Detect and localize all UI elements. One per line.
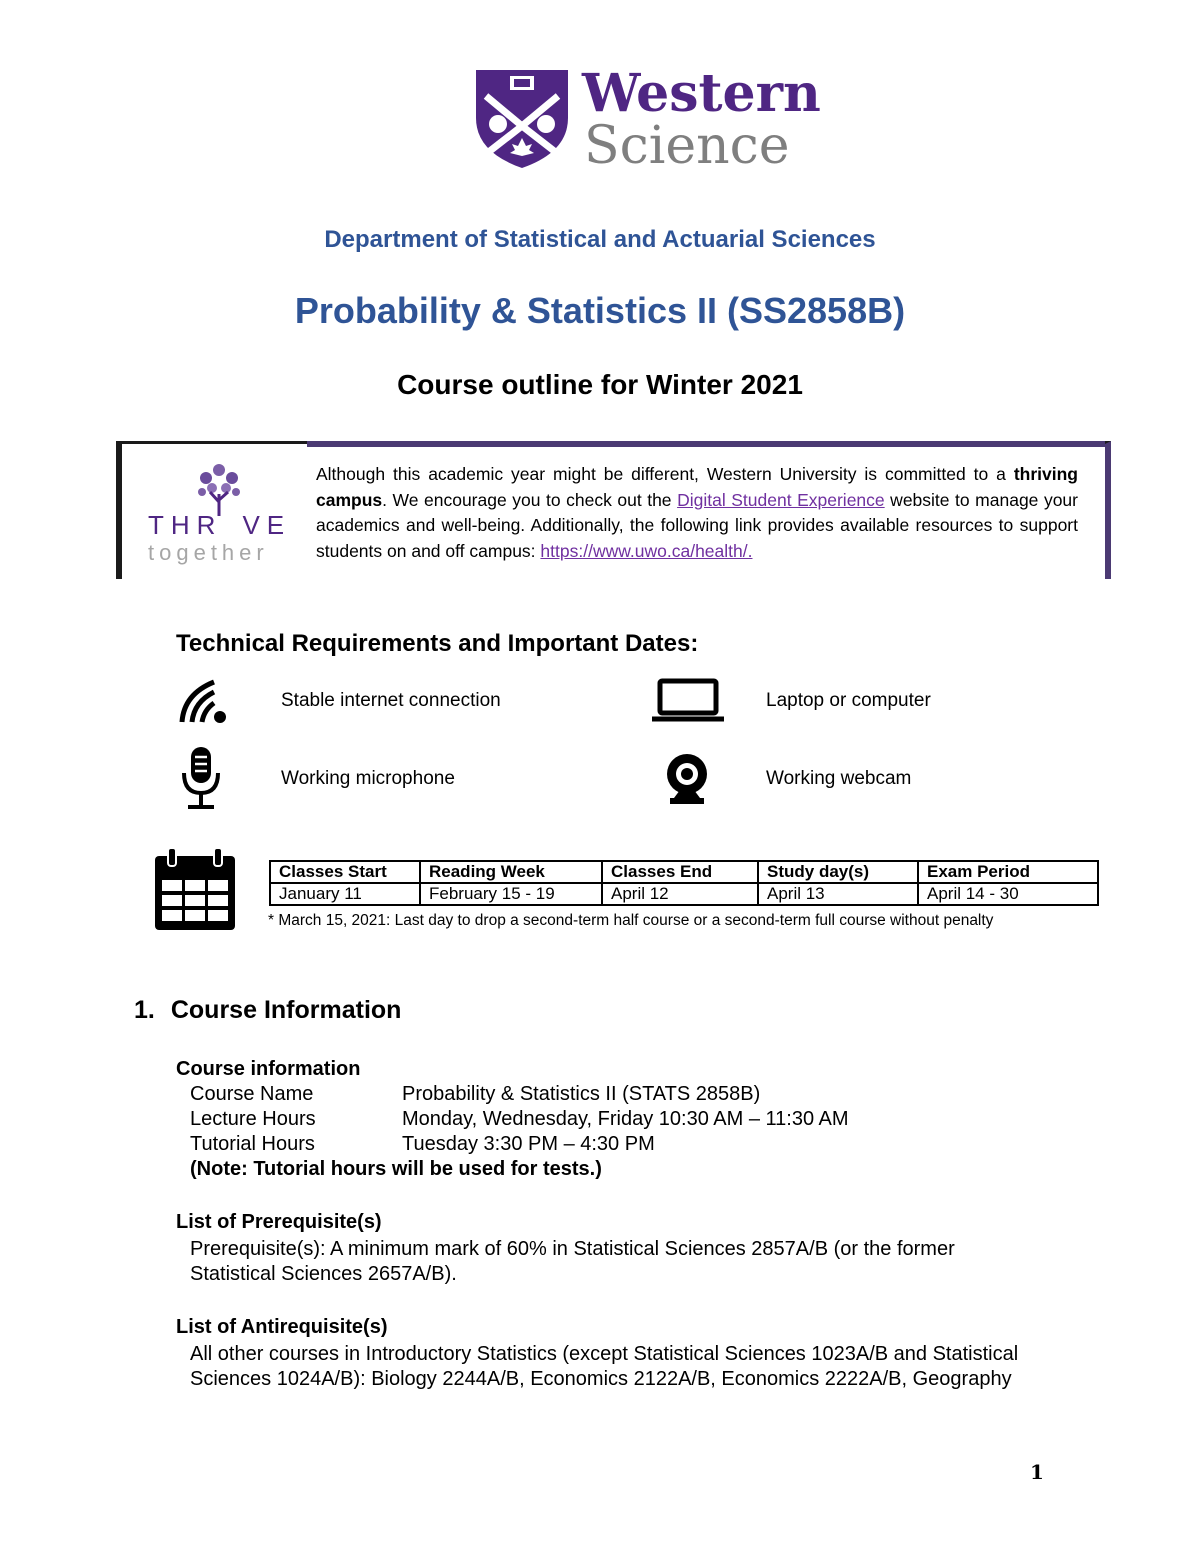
tutorial-hours-value: Tuesday 3:30 PM – 4:30 PM <box>402 1133 655 1155</box>
western-crest-icon <box>472 66 572 170</box>
requirement-label-webcam: Working webcam <box>766 768 912 789</box>
antirequisites-text: All other courses in Introductory Statistics (except Statistical Sciences 1023A/B and Statistical Sciences 1024A/B): Biology 2244A/B, Economics 2122A/B, Economics 2222A/B, Geography <box>190 1343 1019 1390</box>
header-exam-period: Exam Period <box>918 861 1098 883</box>
wifi-icon <box>178 676 230 726</box>
page-title: Probability & Statistics II (SS2858B) <box>294 290 906 331</box>
section-1-heading <box>134 996 401 1025</box>
course-name-value: Probability & Statistics II (STATS 2858B) <box>402 1083 761 1105</box>
value-classes-end: April 12 <box>602 883 758 905</box>
thrive-logo <box>146 462 292 565</box>
tech-requirements-heading: Technical Requirements and Important Dates: <box>176 630 699 657</box>
laptop-icon <box>650 678 726 724</box>
logo-word-western: Western <box>582 63 821 124</box>
value-reading-week: February 15 - 19 <box>420 883 602 905</box>
health-resources-link[interactable]: https://www.uwo.ca/health/. <box>540 540 753 561</box>
logo-word-science: Science <box>584 116 790 176</box>
tree-icon <box>194 462 244 516</box>
header-classes-start: Classes Start <box>270 861 420 883</box>
header-classes-end: Classes End <box>602 861 758 883</box>
section-number: 1. <box>134 996 155 1024</box>
department-name: Department of Statistical and Actuarial Sciences <box>324 226 876 253</box>
prerequisites-heading: List of Prerequisite(s) <box>176 1211 382 1233</box>
drop-deadline-note: * March 15, 2021: Last day to drop a second-term half course or a second-term full course without penalty <box>268 912 994 929</box>
header-study-days: Study day(s) <box>758 861 918 883</box>
value-study-days: April 13 <box>758 883 918 905</box>
prerequisites-text: Prerequisite(s): A minimum mark of 60% in Statistical Sciences 2857A/B (or the former Statistical Sciences 2657A/B). <box>190 1238 955 1285</box>
calendar-icon <box>152 846 238 932</box>
header-reading-week: Reading Week <box>420 861 602 883</box>
tutorial-hours-label: Tutorial Hours <box>190 1133 315 1155</box>
antirequisites-heading: List of Antirequisite(s) <box>176 1316 388 1338</box>
thrive-word-part2: VE <box>242 510 292 540</box>
important-dates-table <box>269 860 1099 906</box>
course-name-label: Course Name <box>190 1083 314 1105</box>
microphone-icon <box>180 745 222 811</box>
page-subtitle: Course outline for Winter 2021 <box>397 369 803 400</box>
together-word: together <box>148 540 269 565</box>
requirement-label-laptop: Laptop or computer <box>766 690 931 711</box>
tutorial-note: (Note: Tutorial hours will be used for tests.) <box>190 1158 602 1180</box>
dates-value-row <box>270 883 1098 905</box>
requirement-label-internet: Stable internet connection <box>281 690 501 711</box>
thrive-word-part1: THR <box>148 510 223 540</box>
thrive-message: Although this academic year might be different, Western University is committed to a thriving campus. We encourage you to check out the Digital Student Experience website to manage your academics and well-being. Additionally, the following link provides available resources to support students on and off campus: https://www.uwo.ca/health/. <box>316 464 1078 561</box>
requirement-label-microphone: Working microphone <box>281 768 455 789</box>
course-info-subheading: Course information <box>176 1058 361 1080</box>
section-title: Course Information <box>170 996 402 1024</box>
value-exam-period: April 14 - 30 <box>918 883 1098 905</box>
lecture-hours-value: Monday, Wednesday, Friday 10:30 AM – 11:30 AM <box>402 1108 849 1130</box>
value-classes-start: January 11 <box>270 883 420 905</box>
thriving-campus-text: thriving campus <box>316 464 1078 510</box>
webcam-icon <box>660 752 714 806</box>
page-number: 1 <box>1030 1460 1044 1484</box>
dates-header-row <box>270 861 1098 883</box>
western-science-logo <box>472 63 821 176</box>
digital-student-experience-link[interactable]: Digital Student Experience <box>677 489 885 510</box>
lecture-hours-label: Lecture Hours <box>190 1108 316 1130</box>
